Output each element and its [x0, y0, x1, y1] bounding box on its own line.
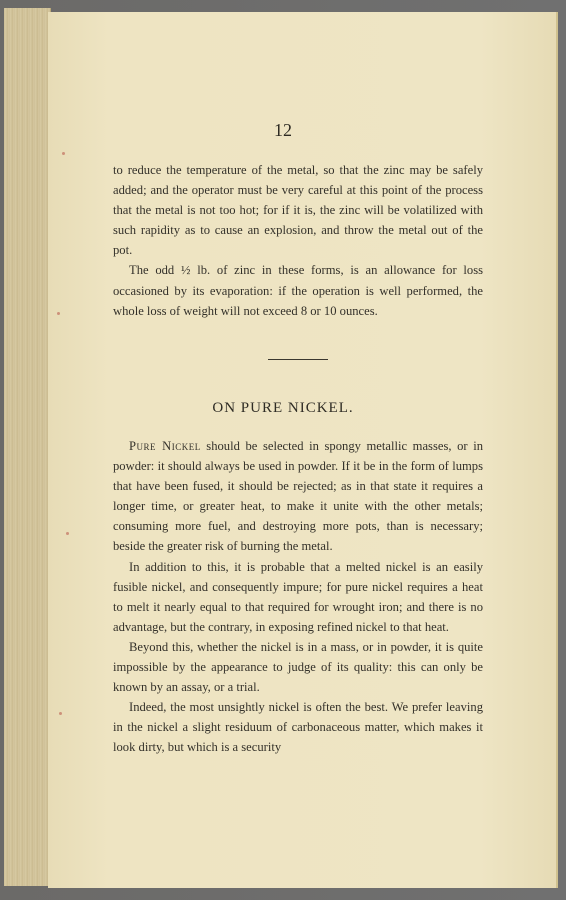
lead-words: Pure Nickel — [129, 439, 201, 453]
section-divider — [268, 359, 328, 360]
paragraph: to reduce the temperature of the metal, so that the zinc may be safely added; and the operator must be very careful at this point of the process that the metal is not too hot; for if it is, the zinc will be volatilized with such rapidity as to cause an explosion, and throw the metal out of the pot. — [113, 163, 483, 258]
paper-stain — [62, 152, 65, 155]
paragraph: Indeed, the most unsightly nickel is often the best. We prefer leaving in the nickel a slight residuum of carbonaceous matter, which makes it look dirty, but which is a security — [113, 700, 483, 755]
paper-stain — [59, 712, 62, 715]
paper-stain — [66, 532, 69, 535]
paragraph: Beyond this, whether the nickel is in a mass, or in powder, it is quite impossible by the appearance to judge of its quality: this can only be known by an assay, or a trial. — [113, 639, 483, 695]
top-text-block — [113, 160, 483, 321]
paragraph — [113, 436, 483, 557]
paragraph-rest: should be selected in spongy metallic masses, or in powder: it should always be used in powder. If it be in the form of lumps that have been fused, it should be rejected; as in that state it requires a longer time, or greater heat, to make it unite with the other metals; consuming more fuel, and destroying more pots, than is necessary; beside the greater risk of burning the metal. — [113, 439, 483, 554]
page-number: 12 — [274, 120, 292, 140]
section-text-block — [113, 436, 483, 758]
paper-stain — [57, 312, 60, 315]
section-heading: ON PURE NICKEL. — [212, 400, 354, 416]
paragraph: In addition to this, it is probable that a melted nickel is an easily fusible nickel, and consequently impure; for pure nickel requires a heat to melt it nearly equal to that required for wrought iron; and there is no advantage, but the contrary, in exposing refined nickel to that heat. — [113, 559, 483, 634]
paragraph: The odd ½ lb. of zinc in these forms, is an allowance for loss occasioned by its evaporation: if the operation is well performed, the whole loss of weight will not exceed 8 or 10 ounces. — [113, 263, 483, 318]
